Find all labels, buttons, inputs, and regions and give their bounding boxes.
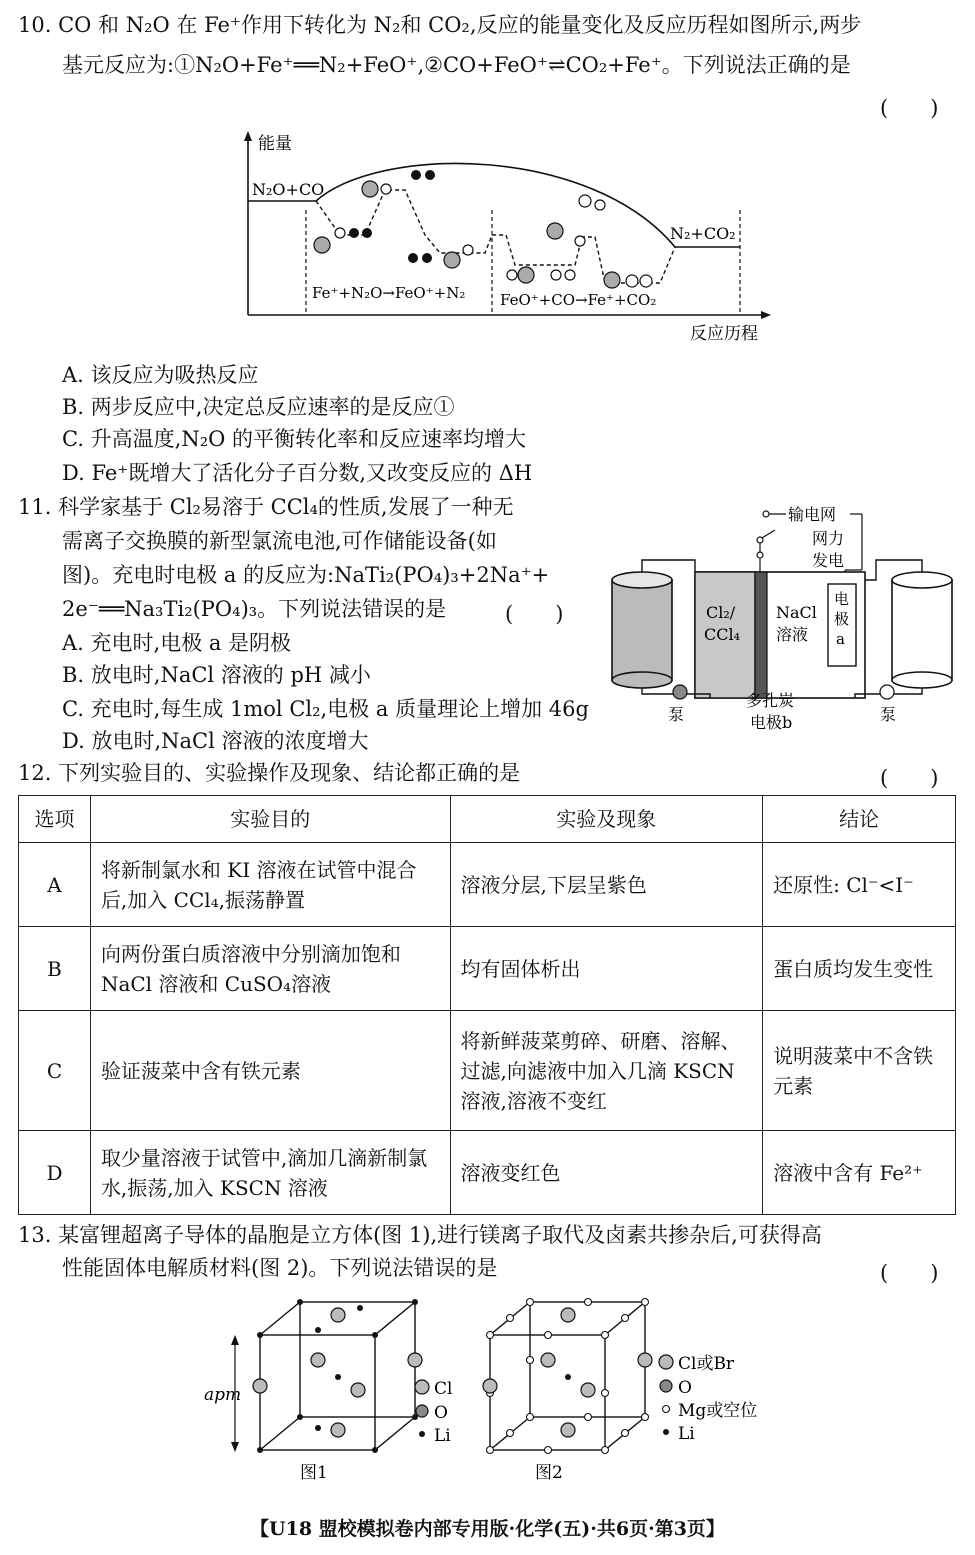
row-d-phenomenon: 溶液变红色	[450, 1131, 763, 1215]
q11-option-c: C. 充电时,每生成 1mol Cl₂,电极 a 质量理论上增加 46g	[62, 697, 589, 721]
q10-option-a: A. 该反应为吸热反应	[62, 363, 259, 387]
row-b-purpose: 向两份蛋白质溶液中分别滴加饱和 NaCl 溶液和 CuSO₄溶液	[90, 927, 450, 1011]
q11-stem-line2: 需离子交换膜的新型氯流电池,可作储能设备(如	[62, 529, 497, 553]
nacl-label-line2: 溶液	[776, 625, 809, 644]
pump-left-label: 泵	[668, 705, 685, 724]
row-b-conclusion: 蛋白质均发生变性	[763, 927, 956, 1011]
fig1-legend-li: Li	[434, 1426, 451, 1446]
table-row	[19, 1131, 956, 1215]
q10-stem-line2: 基元反应为:①N₂O+Fe⁺══N₂+FeO⁺,②CO+FeO⁺⇌CO₂+Fe⁺。下列说法正确的是	[62, 53, 851, 77]
q11-stem-line1: 11. 科学家基于 Cl₂易溶于 CCl₄的性质,发展了一种无	[18, 495, 514, 519]
header-option: 选项	[19, 796, 91, 843]
fig2-legend-clbr: Cl或Br	[678, 1354, 735, 1374]
q11-option-d: D. 放电时,NaCl 溶液的浓度增大	[62, 729, 369, 753]
fig2-legend-o: O	[678, 1378, 692, 1398]
row-c-option: C	[19, 1011, 91, 1131]
row-a-phenomenon: 溶液分层,下层呈紫色	[450, 843, 763, 927]
x-axis-label: 反应历程	[690, 324, 758, 344]
q11-option-b: B. 放电时,NaCl 溶液的 pH 减小	[62, 663, 371, 687]
row-c-purpose: 验证菠菜中含有铁元素	[90, 1011, 450, 1131]
cl2-label-line1: Cl₂/	[706, 603, 736, 622]
q10-stem-line1: 10. CO 和 N₂O 在 Fe⁺作用下转化为 N₂和 CO₂,反应的能量变化及反应历程如图所示,两步	[18, 13, 862, 37]
electrode-b-label-line1: 多孔炭	[746, 691, 795, 710]
header-phenomenon: 实验及现象	[450, 796, 763, 843]
wind-label-line2: 发电	[812, 551, 845, 570]
step1-label: Fe⁺+N₂O→FeO⁺+N₂	[312, 284, 466, 302]
q11-stem-line3: 图)。充电时电极 a 的反应为:NaTi₂(PO₄)₃+2Na⁺+	[62, 563, 550, 587]
q13-stem-line1: 13. 某富锂超离子导体的晶胞是立方体(图 1),进行镁离子取代及卤素共掺杂后,可获得高	[18, 1223, 822, 1247]
wind-label-line1: 网力	[812, 529, 845, 548]
edge-length-label: apm	[204, 1385, 242, 1405]
q13-crystal-figures	[200, 1290, 800, 1490]
row-b-phenomenon: 均有固体析出	[450, 927, 763, 1011]
q12-stem: 12. 下列实验目的、实验操作及现象、结论都正确的是	[18, 761, 521, 785]
electrode-b-label-line2: 电极b	[750, 713, 793, 732]
electrode-a-char2: 极	[834, 610, 850, 628]
pump-right-label: 泵	[880, 705, 897, 724]
start-label: N₂O+CO	[252, 180, 325, 199]
header-conclusion: 结论	[763, 796, 956, 843]
fig1-legend-o: O	[434, 1403, 448, 1423]
row-b-option: B	[19, 927, 91, 1011]
row-d-option: D	[19, 1131, 91, 1215]
table-row	[19, 927, 956, 1011]
q13-answer-paren: ( )	[880, 1261, 939, 1285]
q13-stem-line2: 性能固体电解质材料(图 2)。下列说法错误的是	[62, 1256, 498, 1280]
table-row	[19, 843, 956, 927]
fig2-caption: 图2	[535, 1463, 563, 1483]
fig2-legend-li: Li	[678, 1424, 695, 1444]
q11-option-a: A. 充电时,电极 a 是阴极	[62, 631, 292, 655]
electrode-a-char3: a	[836, 630, 845, 648]
header-purpose: 实验目的	[90, 796, 450, 843]
end-label: N₂+CO₂	[670, 224, 736, 243]
nacl-label-line1: NaCl	[776, 603, 817, 622]
step2-label: FeO⁺+CO→Fe⁺+CO₂	[500, 291, 657, 309]
q10-option-d: D. Fe⁺既增大了活化分子百分数,又改变反应的 ΔH	[62, 461, 533, 485]
row-d-purpose: 取少量溶液于试管中,滴加几滴新制氯水,振荡,加入 KSCN 溶液	[90, 1131, 450, 1215]
row-d-conclusion: 溶液中含有 Fe²⁺	[763, 1131, 956, 1215]
row-a-purpose: 将新制氯水和 KI 溶液在试管中混合后,加入 CCl₄,振荡静置	[90, 843, 450, 927]
q10-option-c: C. 升高温度,N₂O 的平衡转化率和反应速率均增大	[62, 427, 527, 451]
q11-battery-diagram	[600, 500, 965, 740]
y-axis-label: 能量	[258, 134, 292, 154]
row-c-conclusion: 说明菠菜中不含铁元素	[763, 1011, 956, 1131]
grid-label: 输电网	[788, 505, 837, 524]
row-c-phenomenon: 将新鲜菠菜剪碎、研磨、溶解、过滤,向滤液中加入几滴 KSCN 溶液,溶液不变红	[450, 1011, 763, 1131]
q12-answer-paren: ( )	[880, 766, 939, 790]
fig1-legend-cl: Cl	[434, 1379, 453, 1399]
page-footer: 【U18 盟校模拟卷内部专用版·化学(五)·共6页·第3页】	[250, 1518, 725, 1540]
table-header-row	[19, 796, 956, 843]
q10-option-b: B. 两步反应中,决定总反应速率的是反应①	[62, 395, 455, 419]
q10-energy-diagram	[230, 125, 790, 350]
q11-answer-paren: ( )	[505, 602, 564, 626]
electrode-a-char1: 电	[834, 590, 850, 608]
q11-stem-line4: 2e⁻══Na₃Ti₂(PO₄)₃。下列说法错误的是	[62, 597, 447, 621]
table-row	[19, 1011, 956, 1131]
row-a-option: A	[19, 843, 91, 927]
cl2-label-line2: CCl₄	[704, 625, 741, 644]
q10-answer-paren: ( )	[880, 96, 939, 120]
experiment-table	[18, 795, 956, 1215]
fig2-legend-mg: Mg或空位	[678, 1401, 758, 1421]
fig1-caption: 图1	[300, 1463, 328, 1483]
row-a-conclusion: 还原性: Cl⁻<I⁻	[763, 843, 956, 927]
